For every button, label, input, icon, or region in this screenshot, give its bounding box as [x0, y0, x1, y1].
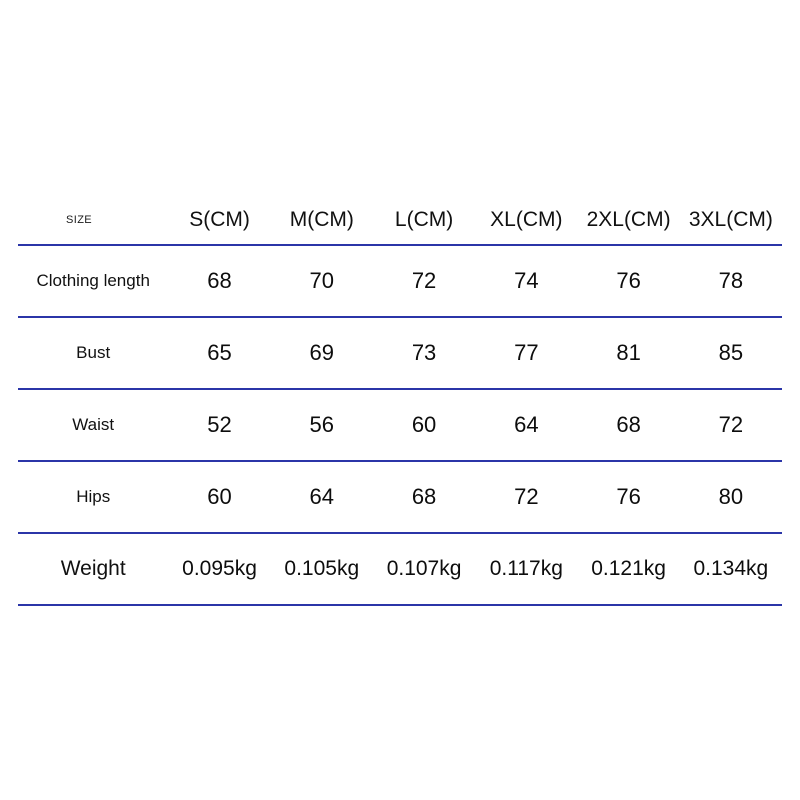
cell-bust-m: 69 [271, 317, 373, 389]
column-header-3xl: 3XL(CM) [680, 196, 782, 245]
cell-hips-s: 60 [168, 461, 270, 533]
cell-clothing-length-3xl: 78 [680, 245, 782, 317]
cell-hips-3xl: 80 [680, 461, 782, 533]
table-row [18, 245, 782, 317]
column-header-l: L(CM) [373, 196, 475, 245]
row-label-waist: Waist [18, 389, 168, 461]
cell-bust-2xl: 81 [577, 317, 679, 389]
table-row [18, 317, 782, 389]
cell-weight-l: 0.107kg [373, 533, 475, 605]
column-header-s: S(CM) [168, 196, 270, 245]
row-label-bust: Bust [18, 317, 168, 389]
cell-hips-xl: 72 [475, 461, 577, 533]
cell-bust-xl: 77 [475, 317, 577, 389]
size-chart [18, 196, 782, 606]
column-header-m: M(CM) [271, 196, 373, 245]
cell-waist-3xl: 72 [680, 389, 782, 461]
table-row [18, 389, 782, 461]
size-corner-label: SIZE [18, 196, 168, 245]
cell-weight-2xl: 0.121kg [577, 533, 679, 605]
cell-waist-s: 52 [168, 389, 270, 461]
cell-hips-2xl: 76 [577, 461, 679, 533]
table-header-row [18, 196, 782, 245]
table-row [18, 533, 782, 605]
cell-weight-m: 0.105kg [271, 533, 373, 605]
cell-bust-3xl: 85 [680, 317, 782, 389]
row-label-weight: Weight [18, 533, 168, 605]
cell-waist-m: 56 [271, 389, 373, 461]
cell-weight-3xl: 0.134kg [680, 533, 782, 605]
cell-bust-l: 73 [373, 317, 475, 389]
cell-weight-s: 0.095kg [168, 533, 270, 605]
cell-waist-l: 60 [373, 389, 475, 461]
cell-clothing-length-s: 68 [168, 245, 270, 317]
table-row [18, 461, 782, 533]
column-header-xl: XL(CM) [475, 196, 577, 245]
row-label-clothing-length: Clothing length [18, 245, 168, 317]
column-header-2xl: 2XL(CM) [577, 196, 679, 245]
cell-weight-xl: 0.117kg [475, 533, 577, 605]
cell-clothing-length-l: 72 [373, 245, 475, 317]
row-label-hips: Hips [18, 461, 168, 533]
size-table [18, 196, 782, 606]
cell-bust-s: 65 [168, 317, 270, 389]
cell-waist-xl: 64 [475, 389, 577, 461]
cell-waist-2xl: 68 [577, 389, 679, 461]
cell-clothing-length-2xl: 76 [577, 245, 679, 317]
cell-clothing-length-m: 70 [271, 245, 373, 317]
cell-clothing-length-xl: 74 [475, 245, 577, 317]
cell-hips-l: 68 [373, 461, 475, 533]
cell-hips-m: 64 [271, 461, 373, 533]
